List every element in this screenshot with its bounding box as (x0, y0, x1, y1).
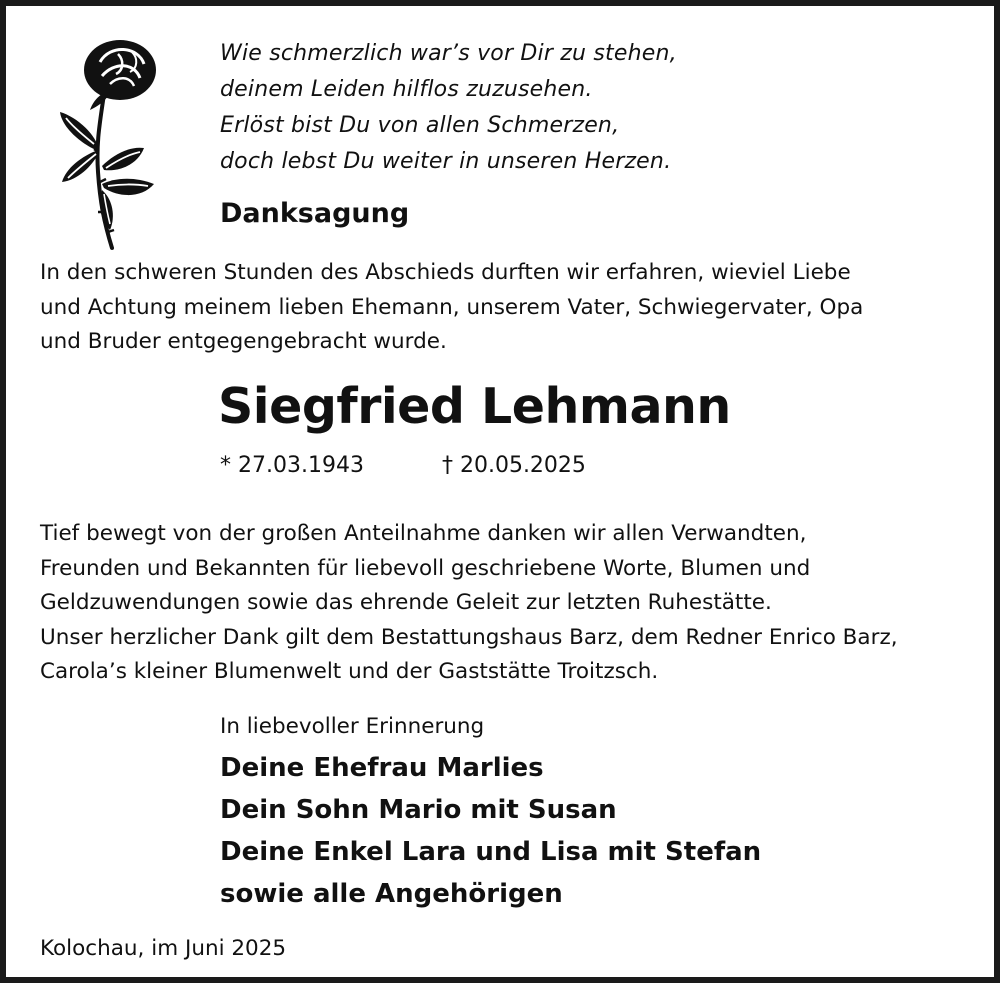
thanks-line: Tief bewegt von der großen Anteilnahme danken wir allen Verwandten, (40, 521, 807, 546)
poem-line: deinem Leiden hilflos zuzusehen. (220, 77, 593, 102)
life-dates (220, 450, 586, 482)
poem-line: Erlöst bist Du von allen Schmerzen, (220, 113, 620, 138)
thanks-line: Geldzuwendungen sowie das ehrende Geleit zur letzten Ruhestätte. (40, 590, 772, 615)
poem-line: Wie schmerzlich war’s vor Dir zu stehen, (220, 41, 677, 66)
poem-line: doch lebst Du weiter in unseren Herzen. (220, 149, 672, 174)
thanks-line: Freunden und Bekannten für liebevoll geschriebene Worte, Blumen und (40, 555, 811, 581)
birth-date: * 27.03.1943 (220, 453, 364, 478)
signer: sowie alle Angehörigen (220, 879, 563, 909)
intro-line: In den schweren Stunden des Abschieds durften wir erfahren, wieviel Liebe (40, 260, 851, 285)
rose-icon (52, 32, 164, 252)
signer: Deine Ehefrau Marlies (220, 753, 544, 783)
intro-line: und Bruder entgegengebracht wurde. (40, 329, 447, 354)
deceased-name: Siegfried Lehmann (218, 378, 731, 435)
signer: Deine Enkel Lara und Lisa mit Stefan (220, 837, 762, 867)
heading-danksagung: Danksagung (220, 198, 410, 229)
death-date: † 20.05.2025 (441, 453, 586, 478)
place-date: Kolochau, im Juni 2025 (40, 936, 287, 961)
intro-paragraph (40, 256, 863, 360)
memory-line: In liebevoller Erinnerung (220, 714, 485, 739)
signer: Dein Sohn Mario mit Susan (220, 795, 617, 825)
thanks-line: Carola’s kleiner Blumenwelt und der Gaststätte Troitzsch. (40, 659, 659, 684)
intro-line: und Achtung meinem lieben Ehemann, unserem Vater, Schwiegervater, Opa (40, 294, 864, 320)
poem (220, 36, 677, 180)
thanks-paragraph (40, 517, 898, 690)
signers (220, 747, 761, 915)
thanks-line: Unser herzlicher Dank gilt dem Bestattungshaus Barz, dem Redner Enrico Barz, (40, 624, 898, 650)
